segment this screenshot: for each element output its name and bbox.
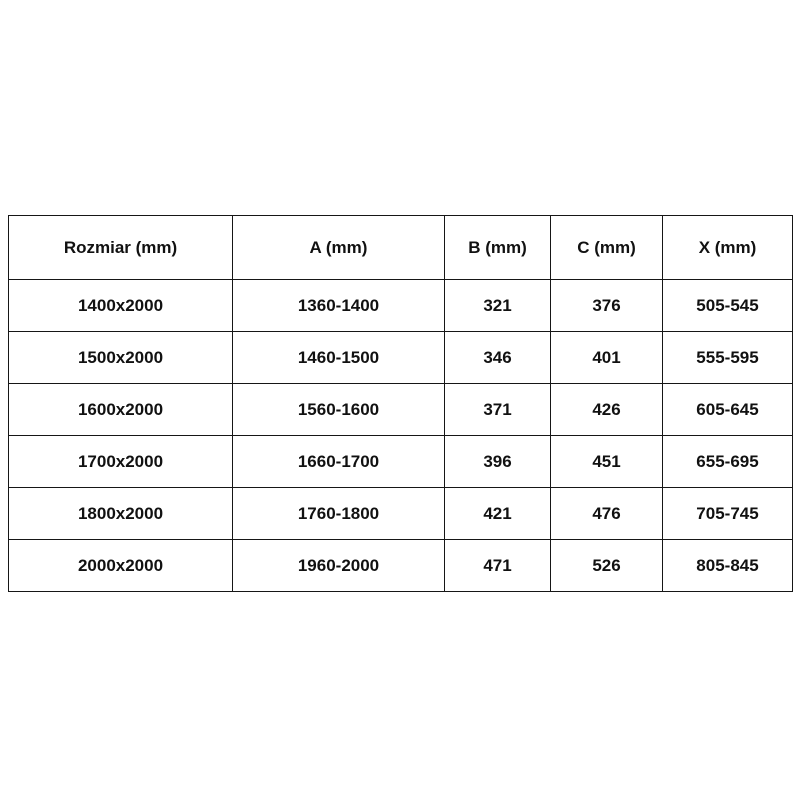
column-header-a: A (mm)	[233, 216, 445, 280]
cell-x: 555-595	[663, 332, 793, 384]
cell-size: 1700x2000	[9, 436, 233, 488]
table-row	[9, 540, 793, 592]
table-body	[9, 280, 793, 592]
table-header	[9, 216, 793, 280]
cell-size: 2000x2000	[9, 540, 233, 592]
table-header-row	[9, 216, 793, 280]
cell-a: 1460-1500	[233, 332, 445, 384]
cell-b: 396	[445, 436, 551, 488]
cell-a: 1960-2000	[233, 540, 445, 592]
cell-c: 426	[551, 384, 663, 436]
cell-x: 505-545	[663, 280, 793, 332]
cell-size: 1600x2000	[9, 384, 233, 436]
cell-x: 805-845	[663, 540, 793, 592]
table-row	[9, 488, 793, 540]
cell-a: 1360-1400	[233, 280, 445, 332]
cell-c: 476	[551, 488, 663, 540]
column-header-b: B (mm)	[445, 216, 551, 280]
column-header-c: C (mm)	[551, 216, 663, 280]
specification-table	[8, 215, 793, 592]
cell-size: 1400x2000	[9, 280, 233, 332]
cell-b: 321	[445, 280, 551, 332]
cell-x: 605-645	[663, 384, 793, 436]
cell-a: 1760-1800	[233, 488, 445, 540]
cell-a: 1560-1600	[233, 384, 445, 436]
cell-x: 705-745	[663, 488, 793, 540]
cell-a: 1660-1700	[233, 436, 445, 488]
table-row	[9, 332, 793, 384]
specification-table-container	[8, 215, 792, 592]
cell-size: 1500x2000	[9, 332, 233, 384]
table-row	[9, 384, 793, 436]
table-row	[9, 280, 793, 332]
cell-b: 346	[445, 332, 551, 384]
cell-b: 471	[445, 540, 551, 592]
cell-size: 1800x2000	[9, 488, 233, 540]
cell-c: 401	[551, 332, 663, 384]
column-header-x: X (mm)	[663, 216, 793, 280]
cell-b: 371	[445, 384, 551, 436]
table-row	[9, 436, 793, 488]
cell-c: 526	[551, 540, 663, 592]
cell-c: 376	[551, 280, 663, 332]
cell-c: 451	[551, 436, 663, 488]
cell-b: 421	[445, 488, 551, 540]
cell-x: 655-695	[663, 436, 793, 488]
column-header-size: Rozmiar (mm)	[9, 216, 233, 280]
